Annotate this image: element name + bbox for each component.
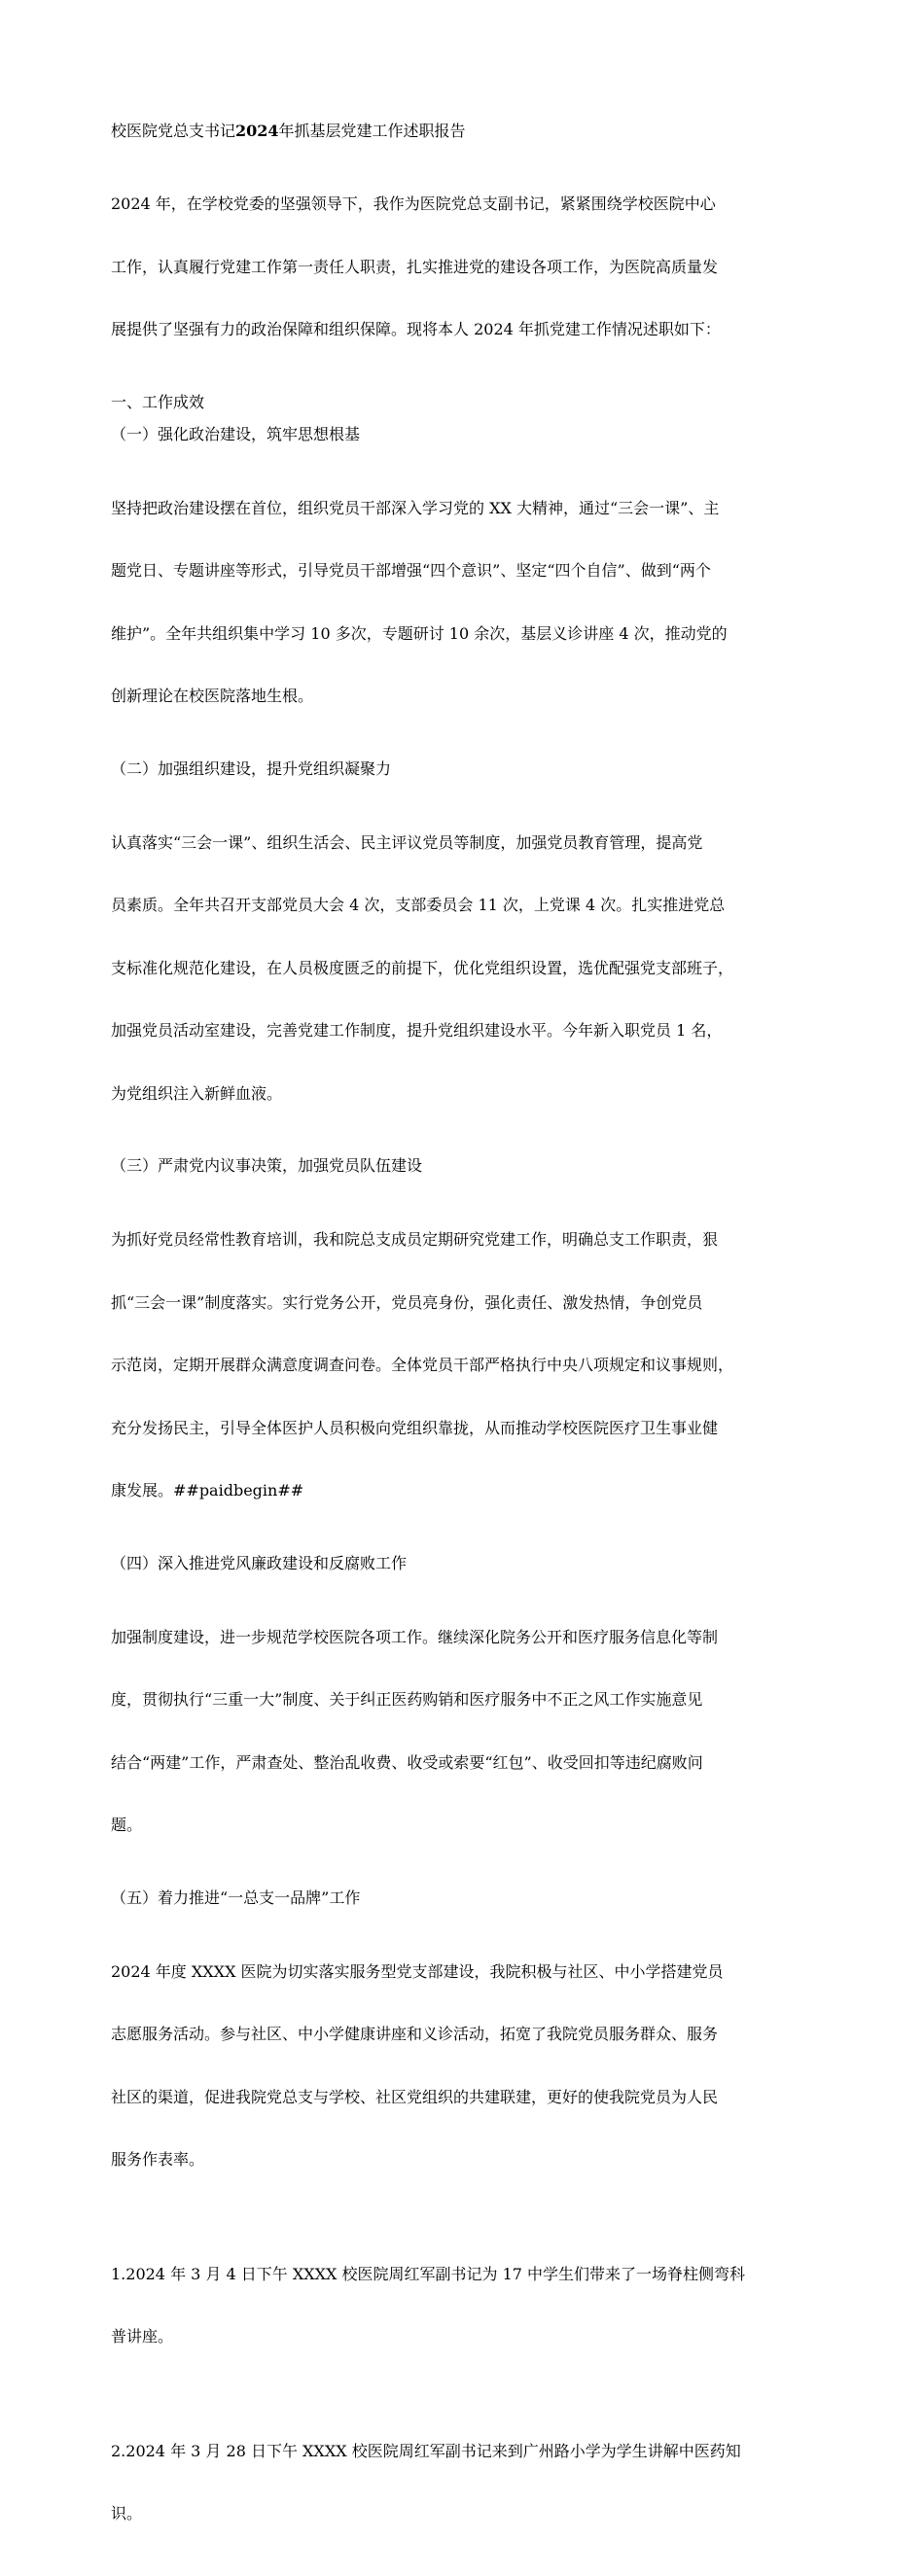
text-line: 识。 — [111, 2504, 143, 2523]
text-line: 坚持把政治建设摆在首位，组织党员干部深入学习党的 XX 大精神，通过“三会一课”、主 — [111, 498, 720, 517]
document-page — [111, 121, 842, 2576]
text-line: 2024 年度 XXXX 医院为切实落实服务型党支部建设，我院积极与社区、中小学搭建党员 — [111, 1961, 724, 1981]
text-line: 示范岗，定期开展群众满意度调查问卷。全体党员干部严格执行中央八项规定和议事规则， — [111, 1356, 734, 1374]
text-line: 加强党员活动室建设，完善党建工作制度，提升党组织建设水平。今年新入职党员 1 名， — [111, 1021, 723, 1040]
text-line: 抓“三会一课”制度落实。实行党务公开，党员亮身份，强化责任、激发热情，争创党员 — [111, 1292, 703, 1312]
sub1-heading: （一）强化政治建设，筑牢思想根基 — [111, 424, 361, 443]
text-line: 1.2024 年 3 月 4 日下午 XXXX 校医院周红军副书记为 17 中学生们带来了一场脊柱侧弯科 — [111, 2264, 746, 2283]
intro-paragraph — [111, 152, 842, 382]
list-item-2 — [111, 2399, 842, 2566]
text-line: 题。 — [111, 1816, 143, 1834]
text-line: 题党日、专题讲座等形式，引导党员干部增强“四个意识”、坚定“四个自信”、做到“两个 — [111, 561, 711, 580]
text-line: 结合“两建”工作，严肃查处、整治乱收费、收受或索要“红包”、收受回扣等违纪腐败问 — [111, 1752, 703, 1772]
text-line: 加强制度建设，进一步规范学校医院各项工作。继续深化院务公开和医疗服务信息化等制 — [111, 1627, 719, 1646]
sub4-heading: （四）深入推进党风廉政建设和反腐败工作 — [111, 1553, 408, 1572]
text-line: 工作，认真履行党建工作第一责任人职责，扎实推进党的建设各项工作，为医院高质量发 — [111, 257, 719, 276]
text-line: 社区的渠道，促进我院党总支与学校、社区党组织的共建联建，更好的使我院党员为人民 — [111, 2087, 719, 2106]
text-line: 认真落实“三会一课”、组织生活会、民主评议党员等制度，加强党员教育管理，提高党 — [111, 832, 703, 852]
title-prefix: 校医院党总支书记 — [111, 122, 236, 140]
text-line: 为抓好党员经常性教育培训，我和院总支成员定期研究党建工作，明确总支工作职责，狠 — [111, 1230, 719, 1249]
text-line: 维护”。全年共组织集中学习 10 多次，专题研讨 10 余次，基层义诊讲座 4 次，推动党的 — [111, 623, 728, 643]
title-suffix: 年抓基层党建工作述职报告 — [278, 122, 466, 140]
text-line: 服务作表率。 — [111, 2150, 205, 2169]
sub5-paragraph — [111, 1920, 842, 2212]
text-line: 度，贯彻执行“三重一大”制度、关于纠正医药购销和医疗服务中不正之风工作实施意见 — [111, 1690, 703, 1709]
sub3-paragraph — [111, 1187, 842, 1543]
list-item-1 — [111, 2222, 842, 2389]
text-line: 员素质。全年共召开支部党员大会 4 次，支部委员会 11 次，上党课 4 次。扎实推进党总 — [111, 896, 726, 914]
text-line: 2.2024 年 3 月 28 日下午 XXXX 校医院周红军副书记来到广州路小学为学生讲解中医药知 — [111, 2441, 741, 2460]
text-line: 志愿服务活动。参与社区、中小学健康讲座和义诊活动，拓宽了我院党员服务群众、服务 — [111, 2025, 719, 2043]
sub1-paragraph — [111, 456, 842, 749]
section1-heading: 一、工作成效 — [111, 392, 205, 411]
title-year: 2024 — [235, 122, 279, 140]
text-line: 为党组织注入新鲜血液。 — [111, 1083, 283, 1103]
text-line: 普讲座。 — [111, 2327, 174, 2346]
sub4-paragraph — [111, 1585, 842, 1878]
text-line: 康发展。##paidbegin## — [111, 1481, 304, 1500]
text-line: 充分发扬民主，引导全体医护人员积极向党组织靠拢，从而推动学校医院医疗卫生事业健 — [111, 1418, 719, 1437]
sub2-paragraph — [111, 791, 842, 1147]
text-line: 展提供了坚强有力的政治保障和组织保障。现将本人 2024 年抓党建工作情况述职如下： — [111, 320, 721, 338]
sub2-heading: （二）加强组织建设，提升党组织凝聚力 — [111, 759, 392, 778]
sub5-heading: （五）着力推进“一总支一品牌”工作 — [111, 1888, 361, 1907]
text-line: 创新理论在校医院落地生根。 — [111, 687, 314, 705]
text-line: 2024 年，在学校党委的坚强领导下，我作为医院党总支副书记，紧紧围绕学校医院中心 — [111, 194, 716, 213]
document-title — [111, 121, 842, 142]
sub3-heading: （三）严肃党内议事决策，加强党员队伍建设 — [111, 1156, 423, 1175]
text-line: 支标准化规范化建设，在人员极度匮乏的前提下，优化党组织设置，选优配强党支部班子， — [111, 958, 734, 977]
